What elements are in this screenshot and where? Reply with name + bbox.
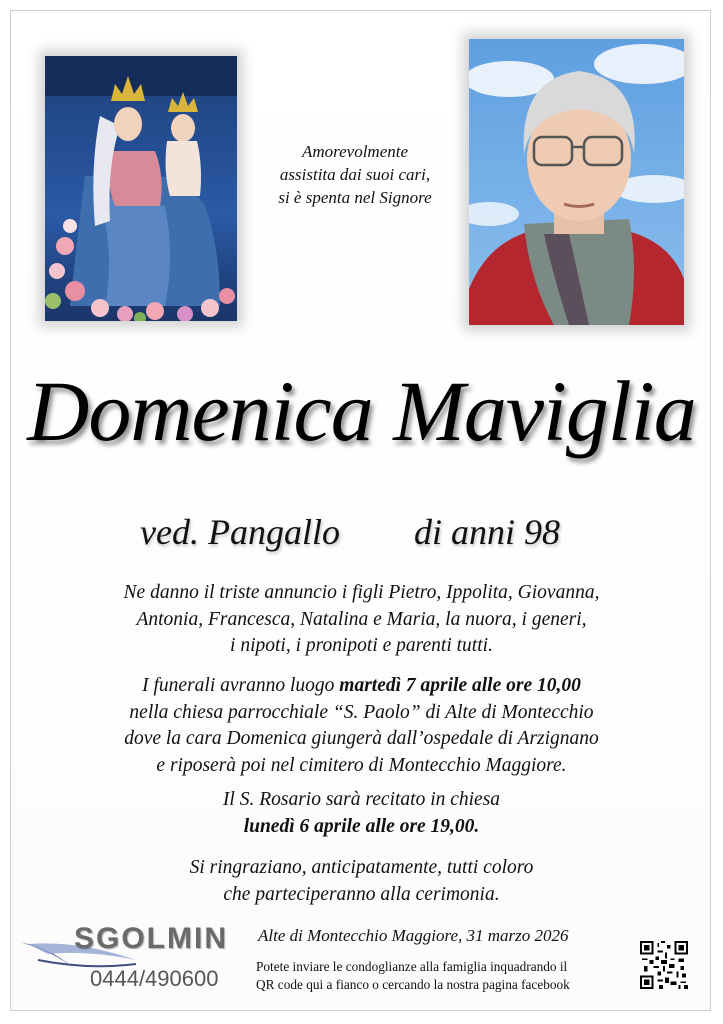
agency-brand: SGOLMIN — [74, 922, 228, 955]
announcement-line: Ne danno il triste annuncio i figli Pietro, Ippolita, Giovanna, — [123, 582, 600, 603]
funeral-line: e riposerà poi nel cimitero di Montecchio Maggiore. — [156, 754, 567, 776]
widow-of: ved. Pangallo — [140, 512, 340, 552]
intro-line: Amorevolmente — [301, 142, 409, 161]
condolence-note — [256, 958, 570, 994]
age: di anni 98 — [414, 512, 561, 552]
funeral-line: nella chiesa parrocchiale “S. Paolo” di Alte di Montecchio — [129, 701, 594, 723]
intro-line: si è spenta nel Signore — [278, 188, 432, 207]
funeral-intro: I funerali avranno luogo — [142, 675, 340, 696]
deceased-name: Domenica Maviglia — [27, 363, 696, 459]
intro-text — [255, 140, 455, 209]
condolence-line: QR code qui a fianco o cercando la nostra pagina facebook — [256, 977, 570, 992]
agency-phone: 0444/490600 — [90, 966, 219, 991]
announcement-line: i nipoti, i pronipoti e parenti tutti. — [230, 635, 493, 656]
announcement-line: Antonia, Francesca, Natalina e Maria, la nuora, i generi, — [136, 608, 587, 630]
qr-code-icon[interactable] — [640, 941, 688, 989]
place-date: Alte di Montecchio Maggiore, 31 marzo 2026 — [258, 926, 569, 945]
rosary-line: Il S. Rosario sarà recitato in chiesa — [222, 789, 501, 810]
intro-line: assistita dai suoi cari, — [279, 165, 431, 184]
thanks-line: che parteciperanno alla cerimonia. — [223, 883, 500, 905]
funeral-paragraph — [60, 673, 663, 779]
funeral-datetime: martedì 7 aprile alle ore 10,00 — [339, 675, 581, 696]
thanks-paragraph — [60, 855, 663, 908]
rosary-line — [60, 814, 663, 841]
rosary-paragraph — [60, 787, 663, 840]
funeral-line: dove la cara Domenica giungerà dall’ospedale di Arzignano — [124, 728, 599, 749]
condolence-line: Potete inviare le condoglianze alla famiglia inquadrando il — [256, 959, 568, 974]
funeral-line — [60, 673, 663, 700]
portrait-image — [469, 39, 684, 325]
announcement-paragraph — [60, 580, 663, 660]
thanks-line: Si ringraziano, anticipatamente, tutti coloro — [189, 857, 534, 878]
agency-logo — [18, 922, 243, 997]
rosary-datetime: lunedì 6 aprile alle ore 19,00. — [243, 815, 480, 837]
madonna-statue-image — [45, 56, 237, 321]
